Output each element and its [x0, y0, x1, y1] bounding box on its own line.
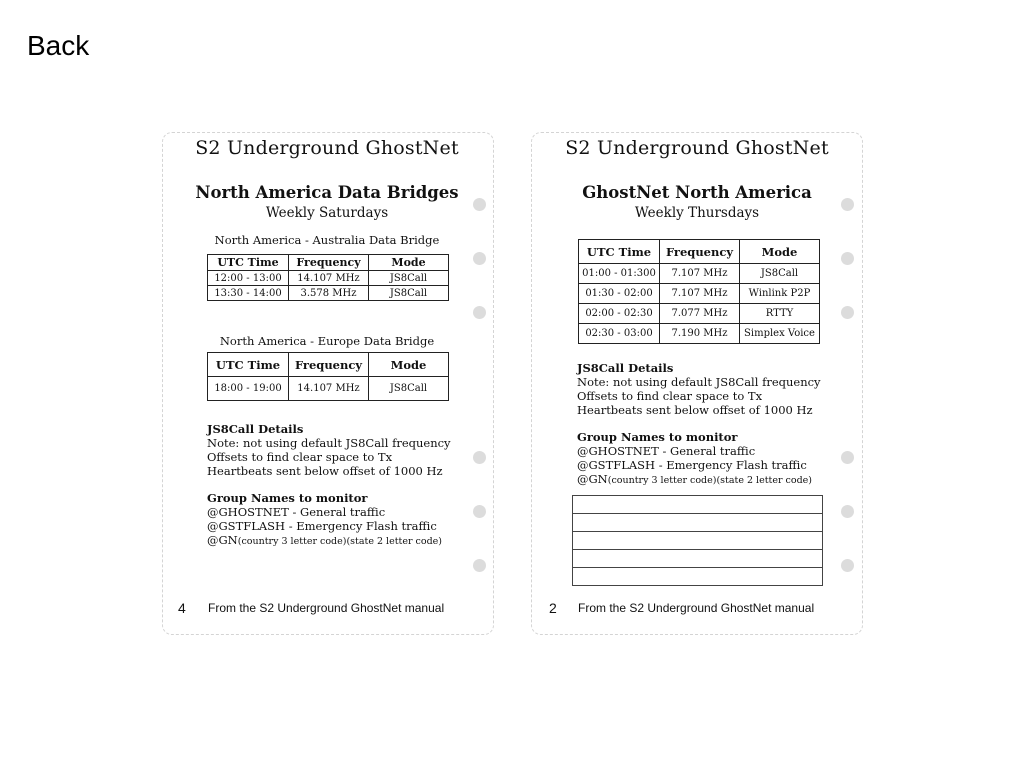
section-subtitle: Weekly Thursdays	[634, 205, 760, 221]
schedule-table-europe	[207, 352, 449, 401]
group-name-line: @GSTFLASH - Emergency Flash traffic	[577, 458, 807, 472]
notes-lines-table	[572, 495, 823, 586]
binder-hole	[473, 505, 486, 518]
binder-hole	[473, 306, 486, 319]
table-cell: 18:00 - 19:00	[208, 377, 289, 401]
section-title: North America Data Bridges	[195, 183, 459, 202]
table-cell: 01:30 - 02:00	[579, 284, 660, 304]
schedule-table-north-america	[578, 239, 820, 344]
binder-hole	[841, 559, 854, 572]
binder-hole	[473, 252, 486, 265]
group-name-line: @GSTFLASH - Emergency Flash traffic	[207, 519, 437, 533]
page-number: 4	[178, 600, 186, 616]
table-header-cell: Mode	[369, 255, 449, 271]
page-number: 2	[549, 600, 557, 616]
table-cell: 13:30 - 14:00	[208, 286, 289, 301]
footer-text: From the S2 Underground GhostNet manual	[578, 601, 815, 615]
table-header-cell: Mode	[740, 240, 820, 264]
table-cell: 7.107 MHz	[660, 284, 740, 304]
group-name-prefix: @GN	[577, 472, 608, 486]
binder-hole	[841, 505, 854, 518]
table-cell: 7.077 MHz	[660, 304, 740, 324]
js8call-detail-line: Heartbeats sent below offset of 1000 Hz	[207, 464, 443, 478]
details-block	[207, 422, 451, 549]
js8call-detail-line: Note: not using default JS8Call frequency	[207, 436, 451, 450]
binder-hole	[841, 252, 854, 265]
section-title: GhostNet North America	[582, 183, 812, 202]
binder-hole	[841, 306, 854, 319]
group-name-suffix: (country 3 letter code)(state 2 letter code)	[607, 475, 812, 486]
table-row	[208, 377, 449, 401]
table-cell: Winlink P2P	[740, 284, 820, 304]
table-header-row	[208, 255, 449, 271]
table-cell: 7.107 MHz	[660, 264, 740, 284]
table-cell: 14.107 MHz	[289, 271, 369, 286]
js8call-detail-line: Offsets to find clear space to Tx	[207, 450, 393, 464]
js8call-details-title: JS8Call Details	[577, 361, 674, 375]
table-header-cell: Mode	[369, 353, 449, 377]
table-header-cell: UTC Time	[208, 353, 289, 377]
table-caption: North America - Australia Data Bridge	[214, 233, 440, 247]
table-cell: 02:30 - 03:00	[579, 324, 660, 344]
notes-line	[573, 550, 823, 568]
table-cell: 02:00 - 02:30	[579, 304, 660, 324]
section-subtitle: Weekly Saturdays	[265, 205, 389, 221]
table-cell: 14.107 MHz	[289, 377, 369, 401]
table-row	[579, 304, 820, 324]
js8call-detail-line: Note: not using default JS8Call frequency	[577, 375, 821, 389]
notes-line	[573, 532, 823, 550]
table-row	[579, 264, 820, 284]
card-title: S2 Underground GhostNet	[565, 137, 829, 159]
group-name-line: @GHOSTNET - General traffic	[577, 444, 756, 458]
card-page-4	[162, 132, 494, 635]
table-header-cell: Frequency	[289, 255, 369, 271]
card-title: S2 Underground GhostNet	[195, 137, 459, 159]
table-cell: RTTY	[740, 304, 820, 324]
table-header-cell: Frequency	[289, 353, 369, 377]
notes-line	[573, 568, 823, 586]
binder-hole	[841, 451, 854, 464]
table-header-cell: UTC Time	[579, 240, 660, 264]
js8call-detail-line: Offsets to find clear space to Tx	[577, 389, 763, 403]
js8call-detail-line: Heartbeats sent below offset of 1000 Hz	[577, 403, 813, 417]
table-caption: North America - Europe Data Bridge	[219, 334, 435, 348]
binder-hole	[473, 559, 486, 572]
group-name-suffix: (country 3 letter code)(state 2 letter code)	[237, 536, 442, 547]
group-name-prefix: @GN	[207, 533, 238, 547]
group-name-pattern	[577, 472, 821, 488]
table-header-row	[579, 240, 820, 264]
group-name-pattern	[207, 533, 451, 549]
table-header-cell: UTC Time	[208, 255, 289, 271]
group-names-title: Group Names to monitor	[577, 430, 738, 444]
card-page-2	[531, 132, 863, 635]
table-row	[579, 324, 820, 344]
notes-line	[573, 496, 823, 514]
group-name-line: @GHOSTNET - General traffic	[207, 505, 386, 519]
schedule-table-australia	[207, 254, 449, 301]
table-row	[579, 284, 820, 304]
table-cell: 3.578 MHz	[289, 286, 369, 301]
table-row	[208, 271, 449, 286]
details-block	[577, 361, 821, 488]
table-header-cell: Frequency	[660, 240, 740, 264]
table-cell: JS8Call	[369, 377, 449, 401]
table-cell: 01:00 - 01:300	[579, 264, 660, 284]
table-header-row	[208, 353, 449, 377]
binder-hole	[473, 451, 486, 464]
page-heading: Back	[27, 30, 90, 61]
group-names-title: Group Names to monitor	[207, 491, 368, 505]
footer-text: From the S2 Underground GhostNet manual	[208, 601, 445, 615]
table-cell: JS8Call	[369, 286, 449, 301]
table-cell: Simplex Voice	[740, 324, 820, 344]
table-row	[208, 286, 449, 301]
notes-line	[573, 514, 823, 532]
table-cell: 12:00 - 13:00	[208, 271, 289, 286]
table-cell: JS8Call	[740, 264, 820, 284]
js8call-details-title: JS8Call Details	[207, 422, 304, 436]
table-cell: 7.190 MHz	[660, 324, 740, 344]
table-cell: JS8Call	[369, 271, 449, 286]
